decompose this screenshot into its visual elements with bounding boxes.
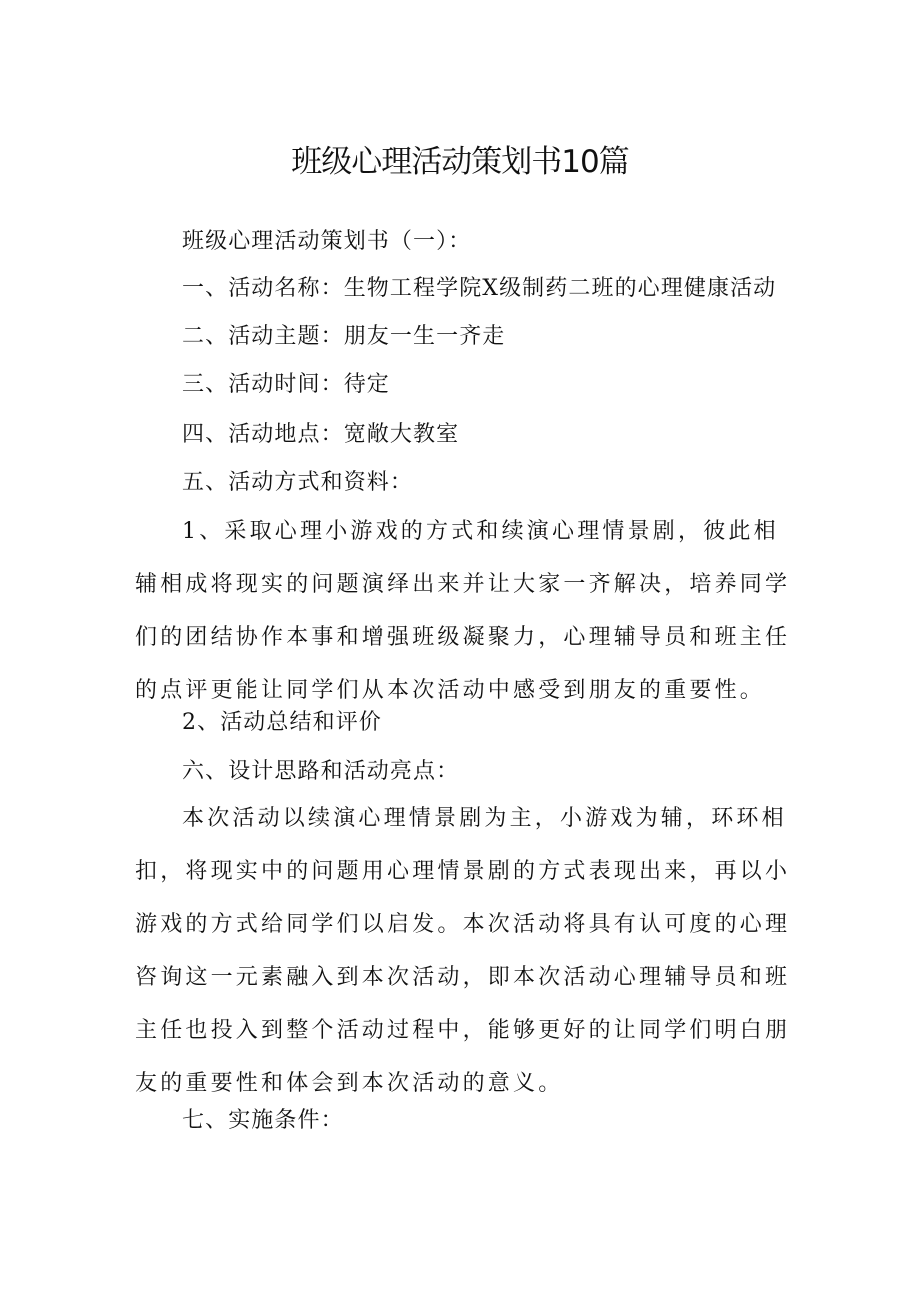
- activity-time-line: 三、活动时间：待定: [182, 372, 390, 397]
- document-title: 班级心理活动策划书10篇: [291, 144, 629, 180]
- summary-line: 2、活动总结和评价: [182, 710, 382, 735]
- activity-name-line: 一、活动名称：生物工程学院X级制药二班的心理健康活动: [182, 276, 777, 301]
- design-heading-line: 六、设计思路和活动亮点：: [182, 759, 460, 784]
- activity-place-line: 四、活动地点：宽敞大教室: [182, 422, 460, 447]
- section-heading: 班级心理活动策划书（一）：: [182, 229, 472, 254]
- conditions-heading-line: 七、实施条件：: [182, 1108, 344, 1133]
- paragraph-method: 1、采取心理小游戏的方式和续演心理情景剧，彼此相辅相成将现实的问题演绎出来并让大家一齐解决，培养同学们的团结协作本事和增强班级凝聚力，心理辅导员和班主任的点评更能让同学们从本次活动中感受到朋友的重要性。: [135, 519, 791, 703]
- paragraph-design: 本次活动以续演心理情景剧为主，小游戏为辅，环环相扣，将现实中的问题用心理情景剧的方式表现出来，再以小游戏的方式给同学们以启发。本次活动将具有认可度的心理咨询这一元素融入到本次活动，即本次活动心理辅导员和班主任也投入到整个活动过程中，能够更好的让同学们明白朋友的重要性和体会到本次活动的意义。: [135, 806, 791, 1096]
- activity-method-line: 五、活动方式和资料：: [182, 470, 414, 495]
- activity-theme-line: 二、活动主题：朋友一生一齐走: [182, 324, 506, 349]
